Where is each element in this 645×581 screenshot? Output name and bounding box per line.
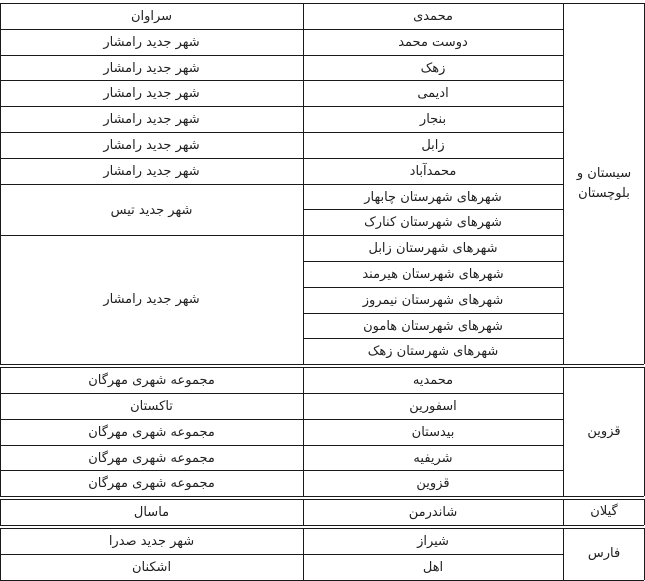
city-row-rule xyxy=(303,313,563,314)
province-divider xyxy=(563,3,564,364)
column-divider xyxy=(303,3,304,364)
column-divider xyxy=(303,499,304,525)
group-separator-rule xyxy=(0,525,644,526)
city-cell: شهرهای شهرستان کنارک xyxy=(364,214,502,230)
group-separator-rule xyxy=(0,496,644,497)
city-cell: زابل xyxy=(421,137,445,153)
city-cell: شیراز xyxy=(417,533,449,549)
city-cell: قزوین xyxy=(416,475,450,491)
city-cell: بنجار xyxy=(419,111,447,127)
new-town-cell: شهر جدید رامشار xyxy=(103,60,200,76)
province-cell: فارس xyxy=(587,546,621,561)
new-town-cell: شهر جدید رامشار xyxy=(103,163,200,179)
table-left-border xyxy=(0,3,1,364)
new-town-cell: تاکستان xyxy=(130,398,173,414)
group-separator-rule xyxy=(0,364,644,365)
new-town-cell: مجموعه شهری مهرگان xyxy=(88,475,215,491)
new-town-cell: سراوان xyxy=(130,8,173,24)
province-cell: گیلان xyxy=(590,504,618,519)
city-cell: شهرهای شهرستان زهک xyxy=(367,343,499,359)
table-left-border xyxy=(0,367,1,496)
city-row-rule xyxy=(303,209,563,210)
new-town-cell: مجموعه شهری مهرگان xyxy=(88,424,215,440)
province-cell: سیستان و بلوچستان xyxy=(576,165,632,201)
city-cell: زهک xyxy=(420,60,446,76)
city-cell: شریفیه xyxy=(413,450,453,466)
new-town-cell: شهر جدید رامشار xyxy=(103,137,200,153)
city-cell: ادیمی xyxy=(417,85,449,101)
city-cell: شهرهای شهرستان هامون xyxy=(363,318,503,334)
city-row-rule xyxy=(303,261,563,262)
city-cell: شاندرمن xyxy=(408,504,458,520)
new-town-cell: اشکنان xyxy=(131,559,172,575)
column-divider xyxy=(303,528,304,580)
city-cell: اسفورین xyxy=(409,398,457,414)
city-cell: شهرهای شهرستان زابل xyxy=(368,240,498,256)
city-row-rule xyxy=(303,338,563,339)
column-divider xyxy=(303,367,304,496)
new-town-cell: شهر جدید رامشار xyxy=(103,111,200,127)
new-town-cell: مجموعه شهری مهرگان xyxy=(88,450,215,466)
new-town-cell: مجموعه شهری مهرگان xyxy=(88,372,215,388)
new-town-cell: شهر جدید رامشار xyxy=(103,34,200,50)
city-cell: دوست محمد xyxy=(398,34,468,50)
province-divider xyxy=(563,367,564,496)
table-left-border xyxy=(0,499,1,525)
city-cell: شهرهای شهرستان چابهار xyxy=(364,189,502,205)
new-town-cell: شهر جدید رامشار xyxy=(103,292,200,307)
province-divider xyxy=(563,528,564,580)
province-cell: قزوین xyxy=(587,423,621,439)
city-cell: اهل xyxy=(422,559,444,575)
city-cell: محمدآباد xyxy=(409,163,457,179)
city-cell: شهرهای شهرستان نیمروز xyxy=(362,292,504,308)
province-divider xyxy=(563,499,564,525)
new-town-cell: شهر جدید تیس xyxy=(110,202,193,218)
new-town-cell: ماسال xyxy=(133,504,170,520)
city-cell: محمدیه xyxy=(412,372,454,388)
city-cell: بیدستان xyxy=(411,424,455,440)
city-cell: محمدی xyxy=(413,8,453,24)
new-town-cell: شهر جدید رامشار xyxy=(103,85,200,101)
table-left-border xyxy=(0,528,1,580)
city-cell: شهرهای شهرستان هیرمند xyxy=(362,266,504,282)
city-row-rule xyxy=(303,287,563,288)
new-town-cell: شهر جدید صدرا xyxy=(108,533,195,549)
